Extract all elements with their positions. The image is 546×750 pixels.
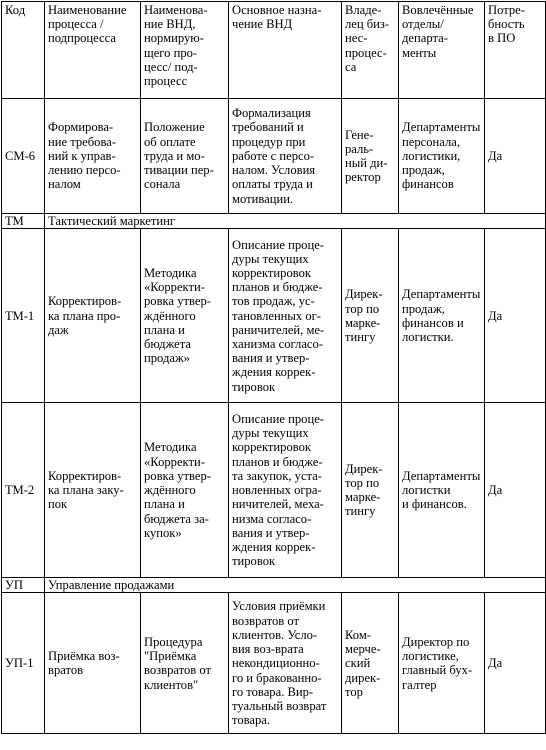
cell-departments: Департаменты персонала, логистики, продаж, финансов bbox=[399, 99, 485, 214]
cell-process: Формирова- ние требова- ний к управ- лению персо- налом bbox=[45, 99, 141, 214]
process-table bbox=[1, 1, 546, 734]
cell-software: Да bbox=[485, 229, 546, 403]
cell-software: Да bbox=[485, 403, 546, 578]
header-process-owner: Владе- лец биз- нес- процес- са bbox=[342, 2, 399, 99]
cell-departments: Департаменты логистки и финансов. bbox=[399, 403, 485, 578]
cell-purpose: Описание проце- дуры текущих корректировок планов и бюдже- та закупок, уста- новленных огра- ничителей, меха- низма согласо- вания и утвер- ждения коррек- тировок bbox=[229, 403, 342, 578]
section-code: ТМ bbox=[2, 214, 45, 229]
cell-software: Да bbox=[485, 593, 546, 734]
section-row-up bbox=[2, 578, 546, 593]
cell-purpose: Формализация требований и процедур при работе с персо- налом. Условия оплаты труда и мотивации. bbox=[229, 99, 342, 214]
table-row bbox=[2, 403, 546, 578]
section-row-tm bbox=[2, 214, 546, 229]
cell-process: Приёмка воз- вратов bbox=[45, 593, 141, 734]
cell-code: УП-1 bbox=[2, 593, 45, 734]
cell-vnd: Методика «Корректи- ровка утвер- ждённого плана и бюджета продаж» bbox=[141, 229, 229, 403]
cell-purpose: Условия приёмки возвратов от клиентов. Усло- вия воз-врата некондиционно- го и бракованно- го товара. Вир- туальный возврат товара. bbox=[229, 593, 342, 734]
section-title: Управление продажами bbox=[45, 578, 546, 593]
cell-owner: Дирек- тор по марке- тингу bbox=[342, 403, 399, 578]
cell-owner: Дирек- тор по марке- тингу bbox=[342, 229, 399, 403]
section-title: Тактический маркетинг bbox=[45, 214, 546, 229]
header-row bbox=[2, 2, 546, 99]
table-row bbox=[2, 593, 546, 734]
header-software-need: Потре- бность в ПО bbox=[485, 2, 546, 99]
cell-owner: Гене- раль- ный ди- ректор bbox=[342, 99, 399, 214]
cell-purpose: Описание проце- дуры текущих корректировок планов и бюдже- тов продаж, ус- тановленных ог- раничителей, ме- ханизма согласо- вания и утвер- ждения коррек- тировок bbox=[229, 229, 342, 403]
header-departments: Вовлечённые отделы/департа- менты bbox=[399, 2, 485, 99]
cell-departments: Департаменты продаж, финансов и логистки. bbox=[399, 229, 485, 403]
cell-code: СМ-6 bbox=[2, 99, 45, 214]
section-code: УП bbox=[2, 578, 45, 593]
cell-code: ТМ-2 bbox=[2, 403, 45, 578]
cell-vnd: Положение об оплате труда и мо- тивации пер- сонала bbox=[141, 99, 229, 214]
table-row bbox=[2, 99, 546, 214]
cell-vnd: Процедура "Приёмка возвратов от клиентов" bbox=[141, 593, 229, 734]
cell-process: Корректиров- ка плана заку- пок bbox=[45, 403, 141, 578]
cell-code: ТМ-1 bbox=[2, 229, 45, 403]
header-vnd-purpose: Основное назна- чение ВНД bbox=[229, 2, 342, 99]
cell-process: Корректиров- ка плана про- даж bbox=[45, 229, 141, 403]
header-code: Код bbox=[2, 2, 45, 99]
cell-owner: Ком- мерче- ский дирек- тор bbox=[342, 593, 399, 734]
header-process-name: Наименование процесса / подпроцесса bbox=[45, 2, 141, 99]
header-vnd-name: Наименова- ние ВНД, нормирую- щего про- цесс/ под- процесс bbox=[141, 2, 229, 99]
cell-vnd: Методика «Корректи- ровка утвер- ждённого плана и бюджета за- купок» bbox=[141, 403, 229, 578]
cell-departments: Директор по логистике, главный бух- галтер bbox=[399, 593, 485, 734]
table-row bbox=[2, 229, 546, 403]
cell-software: Да bbox=[485, 99, 546, 214]
